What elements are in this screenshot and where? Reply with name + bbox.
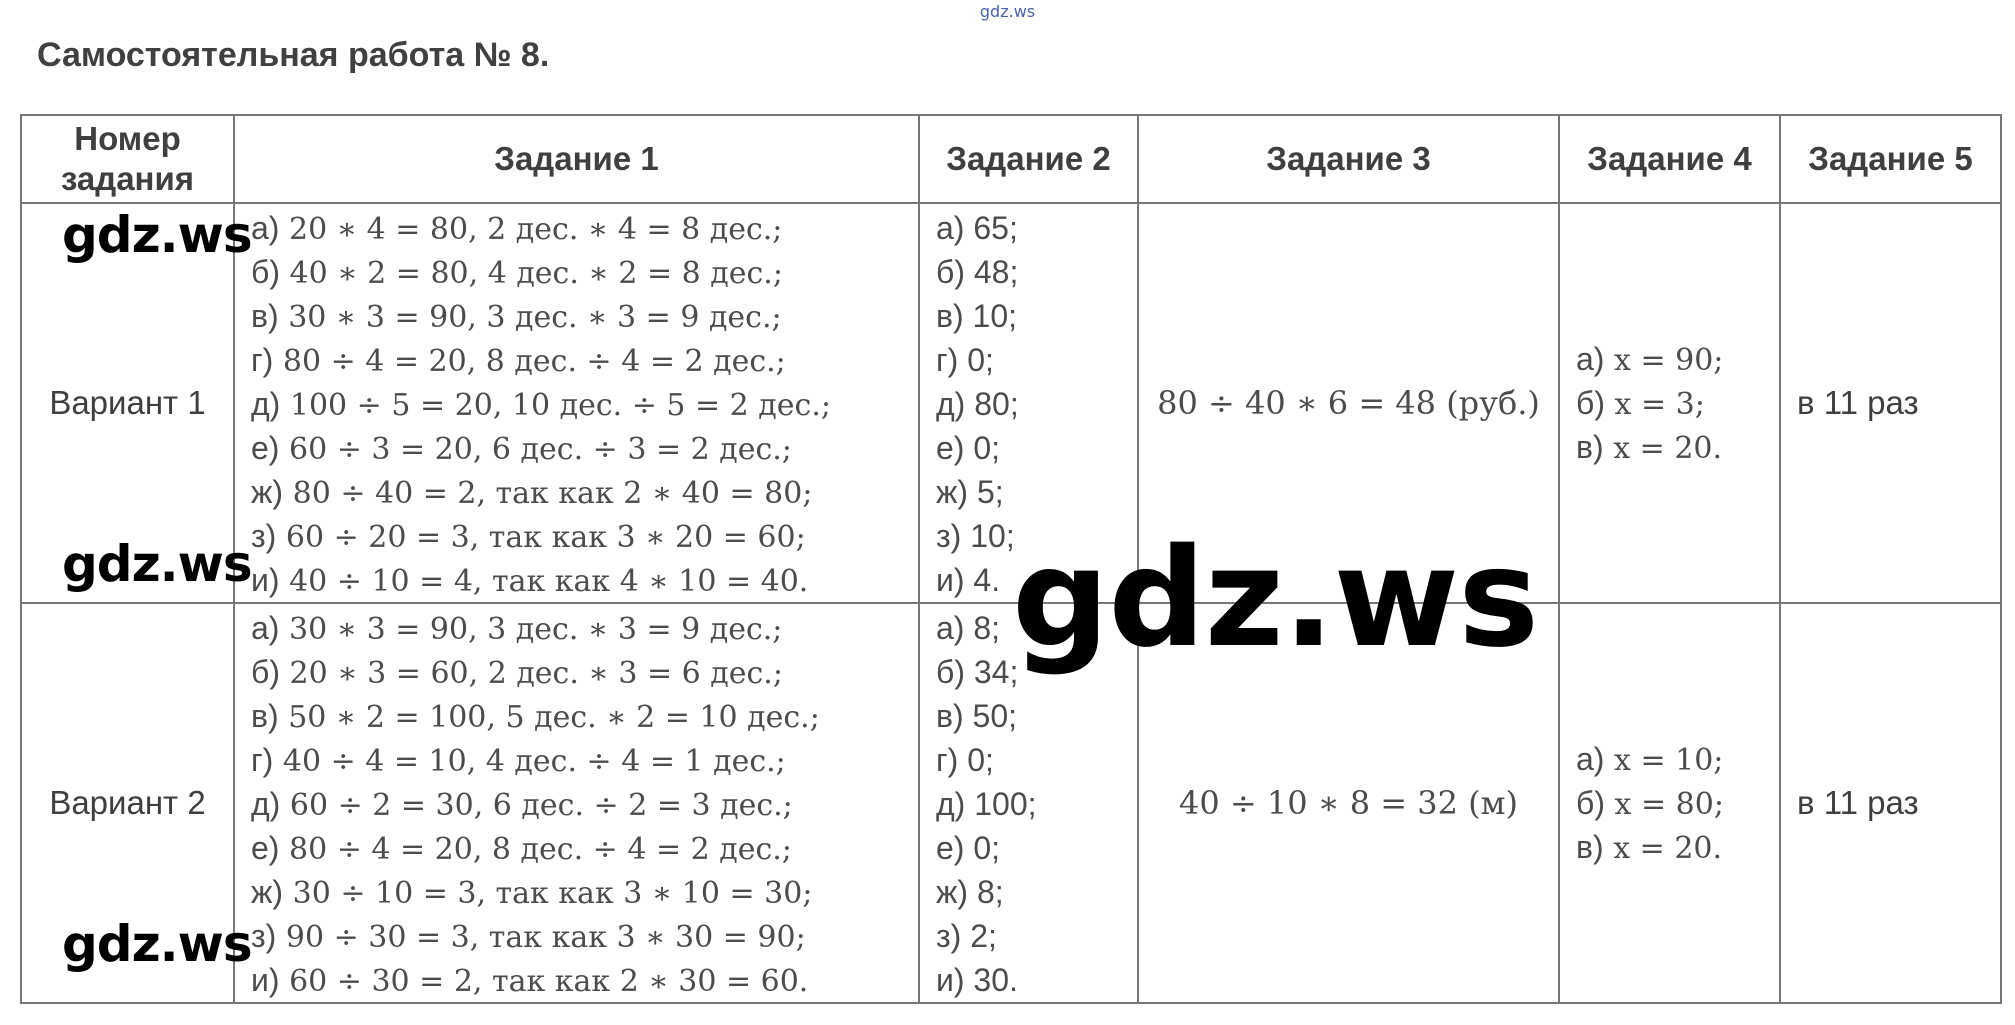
task1-answers bbox=[234, 203, 919, 603]
item-letter: б) bbox=[1576, 785, 1605, 821]
task2-answer: б) 34; bbox=[936, 654, 1019, 690]
item-letter: в) bbox=[251, 298, 279, 334]
task1-line bbox=[251, 514, 918, 558]
math-expression: 20 ∗ 4 = 80, 2 дес. ∗ 4 = 8 дес.; bbox=[289, 212, 783, 247]
task2-answer: а) 65; bbox=[936, 210, 1018, 246]
math-expression: x = 20. bbox=[1613, 831, 1723, 866]
task1-line bbox=[251, 606, 918, 650]
task5-answer: в 11 раз bbox=[1780, 603, 2001, 1003]
task2-answer: з) 2; bbox=[936, 918, 997, 954]
task1-line bbox=[251, 914, 918, 958]
task2-line bbox=[936, 294, 1137, 338]
item-letter: з) bbox=[251, 518, 277, 554]
math-expression: 80 ÷ 40 = 2, так как 2 ∗ 40 = 80; bbox=[292, 476, 813, 511]
math-expression: 60 ÷ 30 = 2, так как 2 ∗ 30 = 60. bbox=[289, 964, 809, 999]
column-header-task-number: Номер задания bbox=[21, 115, 234, 203]
watermark: gdz.ws bbox=[62, 206, 252, 264]
item-letter: а) bbox=[1576, 741, 1605, 777]
math-expression: x = 90; bbox=[1614, 343, 1724, 378]
task1-line bbox=[251, 338, 918, 382]
item-letter: д) bbox=[251, 786, 281, 822]
item-letter: и) bbox=[251, 562, 280, 598]
page-title: Самостоятельная работа № 8. bbox=[37, 36, 550, 74]
task2-answer: в) 50; bbox=[936, 698, 1018, 734]
task2-line bbox=[936, 914, 1137, 958]
item-letter: б) bbox=[251, 254, 280, 290]
math-expression: x = 20. bbox=[1613, 431, 1723, 466]
task2-answer: г) 0; bbox=[936, 742, 994, 778]
task4-answers bbox=[1559, 203, 1780, 603]
task1-line bbox=[251, 426, 918, 470]
task2-line bbox=[936, 382, 1137, 426]
column-header-task-1: Задание 1 bbox=[234, 115, 919, 203]
item-letter: в) bbox=[251, 698, 279, 734]
item-letter: б) bbox=[251, 654, 280, 690]
task1-line bbox=[251, 250, 918, 294]
watermark: gdz.ws bbox=[62, 535, 252, 593]
math-expression: 30 ∗ 3 = 90, 3 дес. ∗ 3 = 9 дес.; bbox=[288, 300, 782, 335]
task2-line bbox=[936, 206, 1137, 250]
math-expression: 80 ÷ 4 = 20, 8 дес. ÷ 4 = 2 дес.; bbox=[282, 344, 786, 379]
task3-answer: 40 ÷ 10 ∗ 8 = 32 (м) bbox=[1138, 603, 1559, 1003]
task2-answer: г) 0; bbox=[936, 342, 994, 378]
task2-line bbox=[936, 250, 1137, 294]
item-letter: ж) bbox=[251, 874, 284, 910]
task2-answer: ж) 8; bbox=[936, 874, 1004, 910]
task2-answer: д) 100; bbox=[936, 786, 1037, 822]
task1-line bbox=[251, 870, 918, 914]
watermark: gdz.ws bbox=[62, 915, 252, 973]
variant-label: Вариант 2 bbox=[21, 603, 234, 1003]
task1-line bbox=[251, 470, 918, 514]
task4-answers bbox=[1559, 603, 1780, 1003]
math-expression: 100 ÷ 5 = 20, 10 дес. ÷ 5 = 2 дес.; bbox=[289, 388, 831, 423]
task2-line bbox=[936, 470, 1137, 514]
item-letter: б) bbox=[1576, 385, 1605, 421]
task2-line bbox=[936, 958, 1137, 1002]
task2-answer: е) 0; bbox=[936, 830, 1001, 866]
task4-line bbox=[1576, 337, 1779, 381]
task2-line bbox=[936, 870, 1137, 914]
task1-line bbox=[251, 558, 918, 602]
task2-line bbox=[936, 694, 1137, 738]
task2-answer: з) 10; bbox=[936, 518, 1015, 554]
task1-line bbox=[251, 826, 918, 870]
task3-answer: 80 ÷ 40 ∗ 6 = 48 (руб.) bbox=[1138, 203, 1559, 603]
item-letter: и) bbox=[251, 962, 280, 998]
task2-answer: в) 10; bbox=[936, 298, 1018, 334]
task2-answer: ж) 5; bbox=[936, 474, 1004, 510]
math-expression: 50 ∗ 2 = 100, 5 дес. ∗ 2 = 10 дес.; bbox=[288, 700, 820, 735]
item-letter: е) bbox=[251, 430, 280, 466]
task2-answer: б) 48; bbox=[936, 254, 1019, 290]
task1-line bbox=[251, 958, 918, 1002]
task5-answer: в 11 раз bbox=[1780, 203, 2001, 603]
task1-line bbox=[251, 650, 918, 694]
task1-line bbox=[251, 206, 918, 250]
item-letter: г) bbox=[251, 742, 274, 778]
math-expression: 40 ∗ 2 = 80, 4 дес. ∗ 2 = 8 дес.; bbox=[289, 256, 783, 291]
column-header-task-3: Задание 3 bbox=[1138, 115, 1559, 203]
math-expression: 40 ÷ 4 = 10, 4 дес. ÷ 4 = 1 дес.; bbox=[282, 744, 786, 779]
task1-line bbox=[251, 782, 918, 826]
site-label[interactable]: gdz.ws bbox=[979, 2, 1036, 21]
math-expression: 60 ÷ 20 = 3, так как 3 ∗ 20 = 60; bbox=[285, 520, 806, 555]
task4-line bbox=[1576, 381, 1779, 425]
item-letter: в) bbox=[1576, 829, 1604, 865]
task1-line bbox=[251, 694, 918, 738]
task4-line bbox=[1576, 781, 1779, 825]
task1-line bbox=[251, 294, 918, 338]
table-row bbox=[21, 603, 2001, 1003]
task2-line bbox=[936, 338, 1137, 382]
task2-line bbox=[936, 738, 1137, 782]
table-row bbox=[21, 203, 2001, 603]
task4-line bbox=[1576, 425, 1779, 469]
column-header-task-2: Задание 2 bbox=[919, 115, 1138, 203]
item-letter: д) bbox=[251, 386, 281, 422]
task2-answer: д) 80; bbox=[936, 386, 1019, 422]
answers-table bbox=[20, 114, 2002, 1004]
math-expression: 60 ÷ 2 = 30, 6 дес. ÷ 2 = 3 дес.; bbox=[289, 788, 793, 823]
task2-answer: е) 0; bbox=[936, 430, 1001, 466]
item-letter: а) bbox=[1576, 341, 1605, 377]
item-letter: а) bbox=[251, 210, 280, 246]
math-expression: 20 ∗ 3 = 60, 2 дес. ∗ 3 = 6 дес.; bbox=[289, 656, 783, 691]
math-expression: 80 ÷ 4 = 20, 8 дес. ÷ 4 = 2 дес.; bbox=[289, 832, 792, 867]
math-expression: x = 80; bbox=[1614, 787, 1724, 822]
task1-answers bbox=[234, 603, 919, 1003]
task2-line bbox=[936, 782, 1137, 826]
math-expression: 30 ÷ 10 = 3, так как 3 ∗ 10 = 30; bbox=[292, 876, 813, 911]
task2-line bbox=[936, 826, 1137, 870]
task4-line bbox=[1576, 825, 1779, 869]
math-expression: 60 ÷ 3 = 20, 6 дес. ÷ 3 = 2 дес.; bbox=[289, 432, 792, 467]
item-letter: е) bbox=[251, 830, 280, 866]
column-header-task-5: Задание 5 bbox=[1780, 115, 2001, 203]
task2-answer: а) 8; bbox=[936, 610, 1001, 646]
math-expression: x = 3; bbox=[1614, 387, 1705, 422]
math-expression: x = 10; bbox=[1614, 743, 1724, 778]
item-letter: в) bbox=[1576, 429, 1604, 465]
table-header-row bbox=[21, 115, 2001, 203]
item-letter: ж) bbox=[251, 474, 284, 510]
column-header-task-4: Задание 4 bbox=[1559, 115, 1780, 203]
math-expression: 30 ∗ 3 = 90, 3 дес. ∗ 3 = 9 дес.; bbox=[289, 612, 783, 647]
math-expression: 90 ÷ 30 = 3, так как 3 ∗ 30 = 90; bbox=[285, 920, 806, 955]
item-letter: з) bbox=[251, 918, 277, 954]
item-letter: а) bbox=[251, 610, 280, 646]
item-letter: г) bbox=[251, 342, 274, 378]
task4-line bbox=[1576, 737, 1779, 781]
watermark-large: gdz.ws bbox=[1012, 520, 1539, 678]
task2-line bbox=[936, 426, 1137, 470]
task1-line bbox=[251, 382, 918, 426]
task1-line bbox=[251, 738, 918, 782]
math-expression: 40 ÷ 10 = 4, так как 4 ∗ 10 = 40. bbox=[289, 564, 809, 599]
variant-label: Вариант 1 bbox=[21, 203, 234, 603]
task2-answer: и) 4. bbox=[936, 562, 1001, 598]
task2-answer: и) 30. bbox=[936, 962, 1018, 998]
